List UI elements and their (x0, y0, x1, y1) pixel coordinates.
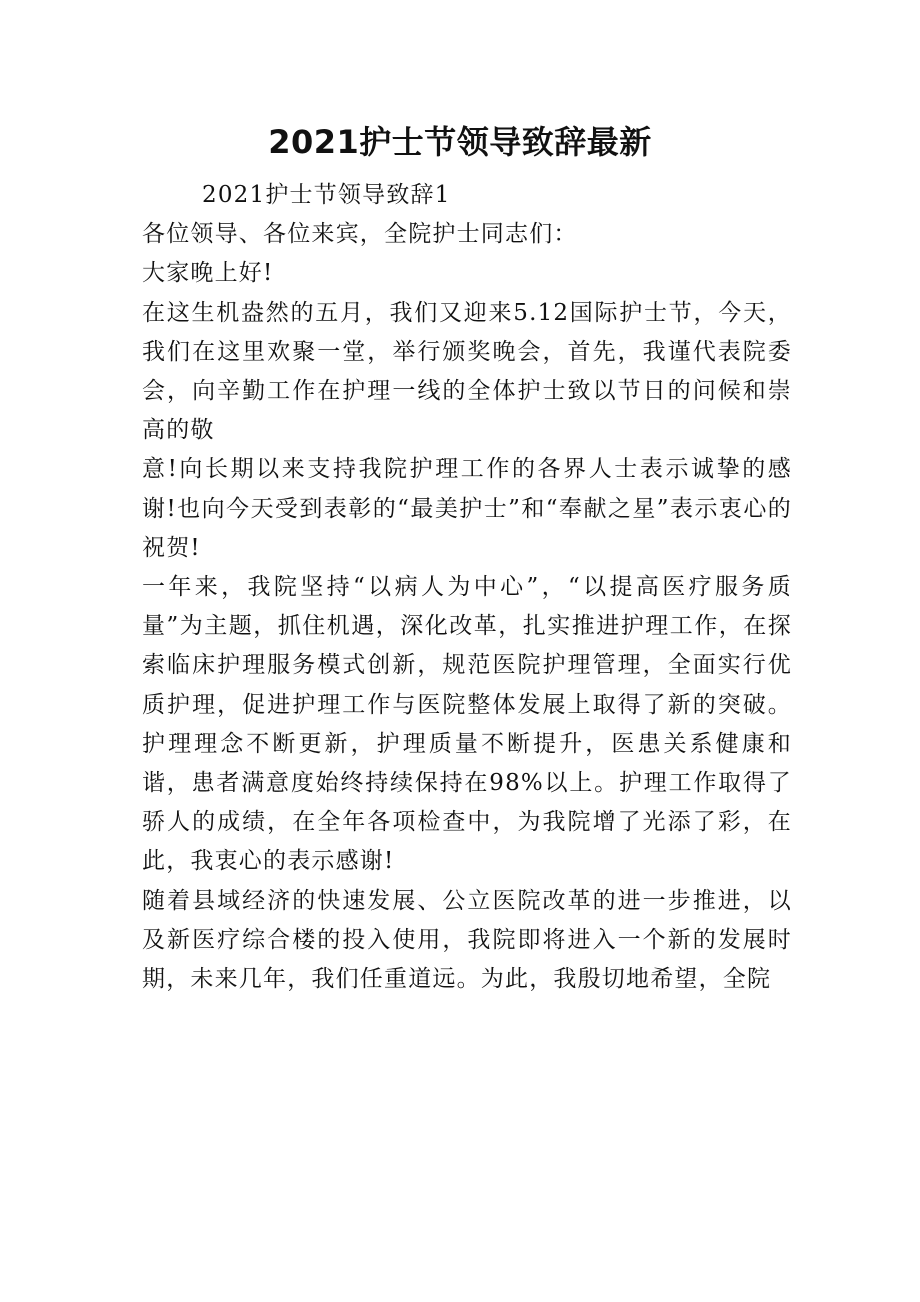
paragraph-greeting-audience: 各位领导、各位来宾，全院护士同志们： (142, 221, 578, 248)
paragraph-good-evening: 大家晚上好! (142, 260, 274, 287)
paragraph-year-review: 一年来，我院坚持“以病人为中心”，“以提高医疗服务质量”为主题，抓住机遇，深化改革，扎实推进护理工作，在探索临床护理服务模式创新，规范医院护理管理，全面实行优质护理，促进护理工作与医院整体发展上取得了新的突破。护理理念不断更新，护理质量不断提升，医患关系健康和谐，患者满意度始终持续保持在98%以上。护理工作取得了骄人的成绩，在全年各项检查中，为我院增了光添了彩，在此，我衷心的表示感谢! (142, 574, 792, 875)
paragraph-future-development: 随着县域经济的快速发展、公立医院改革的进一步推进，以及新医疗综合楼的投入使用，我院即将进入一个新的发展时期，未来几年，我们任重道远。为此，我殷切地希望，全院 (142, 887, 792, 993)
document-title: 2021护士节领导致辞最新 (268, 123, 652, 161)
paragraph-thanks-and-congratulations: 意!向长期以来支持我院护理工作的各界人士表示诚挚的感谢!也向今天受到表彰的“最美护士”和“奉献之星”表示衷心的祝贺! (142, 456, 792, 561)
document-body (142, 176, 792, 999)
document-subtitle: 2021护士节领导致辞1 (202, 182, 451, 208)
paragraph-nurses-day-intro: 在这生机盎然的五月，我们又迎来5.12国际护士节，今天，我们在这里欢聚一堂，举行颁奖晚会，首先，我谨代表院委会，向辛勤工作在护理一线的全体护士致以节日的问候和崇高的敬 (142, 299, 792, 444)
